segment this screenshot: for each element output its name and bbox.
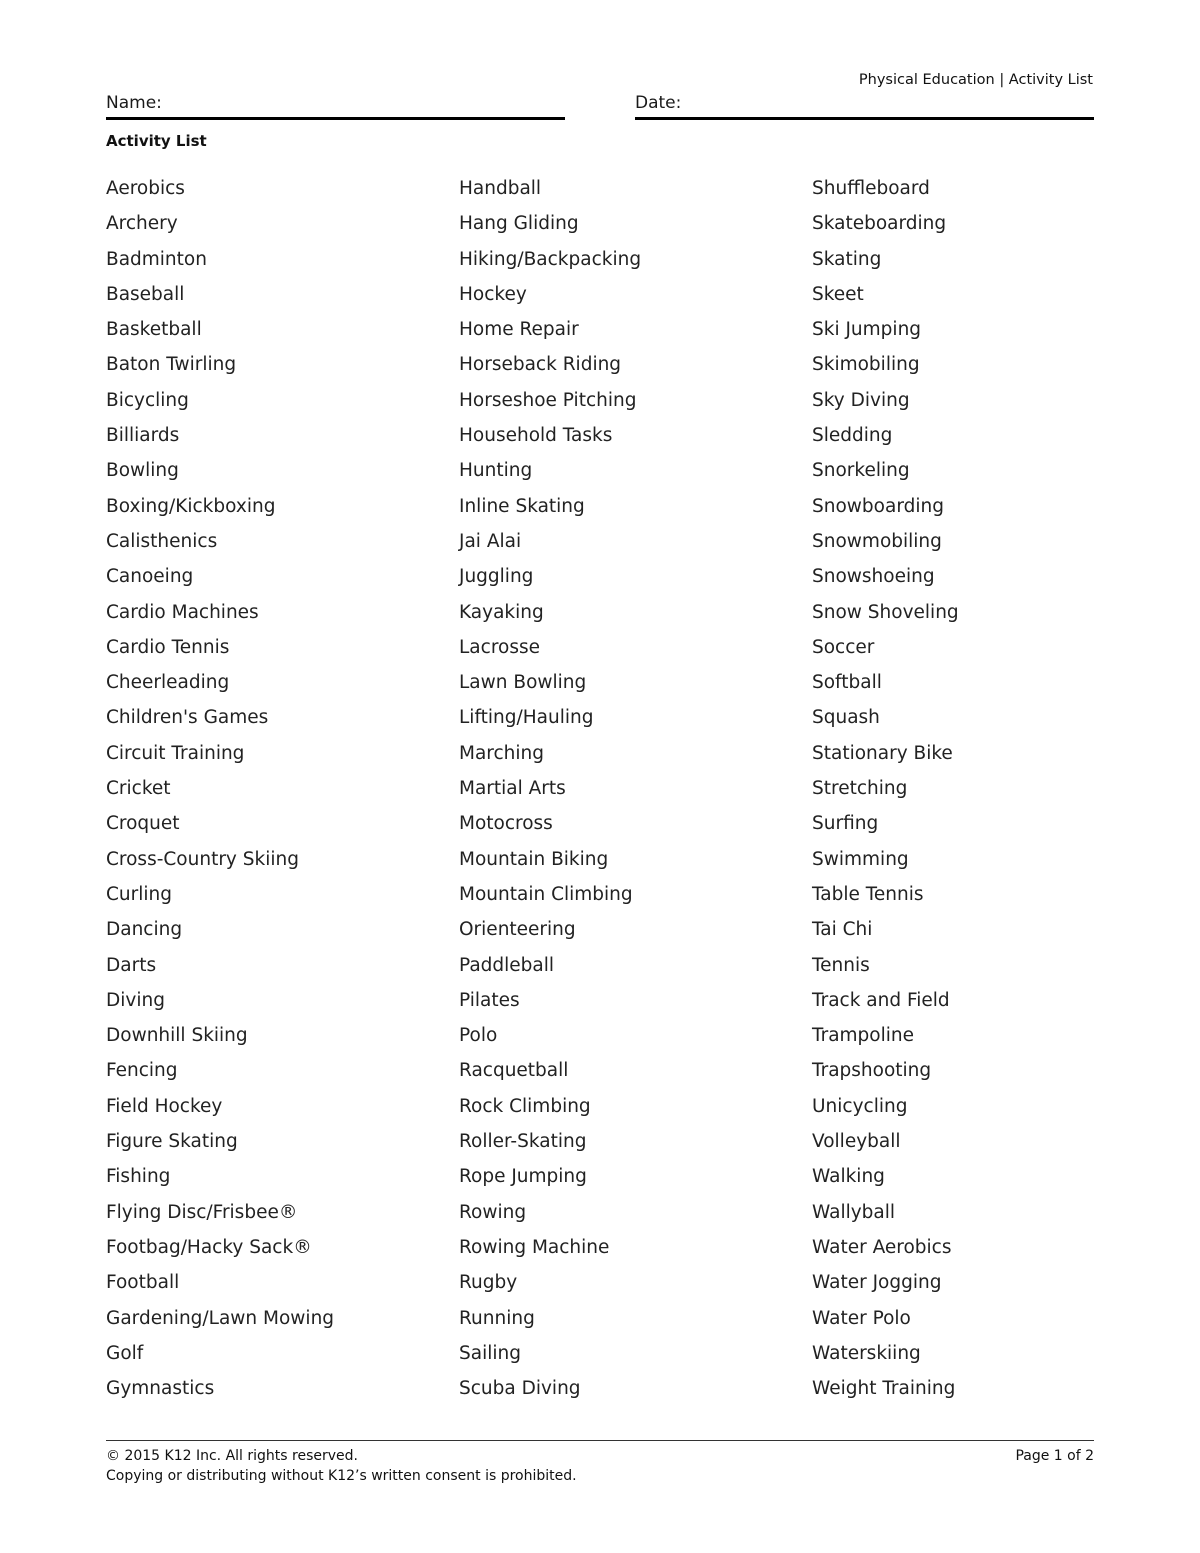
activity-item: Scuba Diving: [459, 1378, 581, 1400]
activity-item: Flying Disc/Frisbee®: [106, 1201, 298, 1223]
activity-item: Snowshoeing: [812, 566, 935, 588]
activity-item: Children's Games: [106, 707, 269, 729]
activity-item: Boxing/Kickboxing: [106, 495, 276, 517]
activity-item: Squash: [812, 707, 880, 729]
section-title: Activity List: [106, 132, 207, 150]
activity-item: Racquetball: [459, 1060, 569, 1082]
document-title: Physical Education | Activity List: [858, 72, 1093, 88]
activity-item: Cricket: [106, 778, 171, 800]
activity-item: Home Repair: [459, 319, 579, 341]
activity-item: Paddleball: [459, 954, 555, 976]
activity-item: Skateboarding: [812, 213, 947, 235]
activity-item: Basketball: [106, 319, 202, 341]
activity-item: Archery: [106, 213, 178, 235]
activity-item: Billiards: [106, 425, 180, 447]
activity-item: Fishing: [106, 1166, 171, 1188]
activity-item: Lifting/Hauling: [459, 707, 594, 729]
activity-item: Football: [106, 1272, 180, 1294]
activity-item: Water Aerobics: [812, 1236, 952, 1258]
footer-legal: [106, 1446, 577, 1486]
activity-item: Tennis: [812, 954, 870, 976]
footer-divider: [106, 1440, 1094, 1441]
activity-item: Fencing: [106, 1060, 178, 1082]
activity-item: Sky Diving: [812, 389, 910, 411]
activity-item: Unicycling: [812, 1095, 908, 1117]
activity-item: Mountain Biking: [459, 848, 609, 870]
activity-item: Darts: [106, 954, 157, 976]
activity-item: Marching: [459, 742, 545, 764]
activity-item: Running: [459, 1307, 535, 1329]
student-info-fields: [106, 92, 1094, 120]
activity-item: Skating: [812, 248, 882, 270]
activity-item: Soccer: [812, 636, 875, 658]
activity-item: Curling: [106, 883, 172, 905]
activity-item: Jai Alai: [459, 530, 522, 552]
activity-item: Hockey: [459, 283, 527, 305]
activity-item: Sledding: [812, 425, 893, 447]
activity-item: Mountain Climbing: [459, 883, 633, 905]
page-number: Page 1 of 2: [1015, 1448, 1094, 1464]
name-field[interactable]: [106, 92, 565, 120]
activity-item: Horseback Riding: [459, 354, 622, 376]
activity-item: Cardio Tennis: [106, 636, 230, 658]
activity-item: Ski Jumping: [812, 319, 922, 341]
activity-item: Downhill Skiing: [106, 1025, 248, 1047]
activity-item: Rope Jumping: [459, 1166, 587, 1188]
activity-item: Gardening/Lawn Mowing: [106, 1307, 335, 1329]
activity-item: Trapshooting: [812, 1060, 932, 1082]
activity-item: Rugby: [459, 1272, 518, 1294]
activity-item: Hiking/Backpacking: [459, 248, 642, 270]
activity-item: Gymnastics: [106, 1378, 215, 1400]
activity-item: Rowing: [459, 1201, 527, 1223]
activity-item: Field Hockey: [106, 1095, 223, 1117]
activity-item: Aerobics: [106, 178, 185, 199]
activity-item: Calisthenics: [106, 530, 218, 552]
date-label: Date:: [635, 93, 682, 113]
name-label: Name:: [106, 93, 162, 113]
activity-item: Dancing: [106, 919, 183, 941]
activity-item: Snow Shoveling: [812, 601, 959, 623]
activity-item: Diving: [106, 989, 165, 1011]
activity-item: Water Jogging: [812, 1272, 942, 1294]
activity-item: Footbag/Hacky Sack®: [106, 1236, 312, 1258]
activity-item: Hang Gliding: [459, 213, 579, 235]
activity-item: Skeet: [812, 283, 864, 305]
activity-item: Orienteering: [459, 919, 576, 941]
activity-column-1: [106, 178, 334, 1413]
activity-item: Roller-Skating: [459, 1131, 587, 1153]
activity-item: Lawn Bowling: [459, 672, 587, 694]
activity-item: Canoeing: [106, 566, 194, 588]
activity-item: Cheerleading: [106, 672, 230, 694]
activity-item: Skimobiling: [812, 354, 920, 376]
activity-item: Trampoline: [812, 1025, 914, 1047]
activity-item: Baseball: [106, 283, 185, 305]
activity-item: Lacrosse: [459, 636, 540, 658]
activity-item: Figure Skating: [106, 1131, 238, 1153]
activity-item: Juggling: [459, 566, 534, 588]
activity-item: Walking: [812, 1166, 885, 1188]
activity-item: Kayaking: [459, 601, 544, 623]
activity-item: Sailing: [459, 1342, 521, 1364]
activity-item: Badminton: [106, 248, 207, 270]
activity-item: Shuffleboard: [812, 178, 930, 199]
activity-item: Tai Chi: [812, 919, 873, 941]
activity-item: Inline Skating: [459, 495, 585, 517]
activity-item: Track and Field: [812, 989, 950, 1011]
activity-item: Rowing Machine: [459, 1236, 610, 1258]
activity-item: Snowboarding: [812, 495, 944, 517]
activity-item: Motocross: [459, 813, 553, 835]
activity-item: Water Polo: [812, 1307, 911, 1329]
activity-item: Stationary Bike: [812, 742, 953, 764]
activity-item: Waterskiing: [812, 1342, 921, 1364]
activity-item: Softball: [812, 672, 882, 694]
activity-item: Handball: [459, 178, 542, 199]
activity-item: Surfing: [812, 813, 879, 835]
copying-notice: Copying or distributing without K12’s written consent is prohibited.: [106, 1468, 577, 1484]
activity-item: Cardio Machines: [106, 601, 259, 623]
activity-item: Golf: [106, 1342, 144, 1364]
activity-item: Hunting: [459, 460, 533, 482]
activity-item: Baton Twirling: [106, 354, 237, 376]
activity-column-2: [459, 178, 641, 1413]
activity-item: Stretching: [812, 778, 908, 800]
activity-item: Horseshoe Pitching: [459, 389, 637, 411]
activity-item: Weight Training: [812, 1378, 956, 1400]
activity-item: Snorkeling: [812, 460, 910, 482]
activity-item: Wallyball: [812, 1201, 896, 1223]
activity-item: Bicycling: [106, 389, 189, 411]
activity-item: Cross-Country Skiing: [106, 848, 299, 870]
activity-item: Martial Arts: [459, 778, 566, 800]
activity-item: Croquet: [106, 813, 180, 835]
activity-item: Circuit Training: [106, 742, 245, 764]
activity-item: Polo: [459, 1025, 498, 1047]
activity-item: Pilates: [459, 989, 520, 1011]
activity-item: Household Tasks: [459, 425, 613, 447]
activity-column-3: [812, 178, 959, 1413]
activity-item: Bowling: [106, 460, 179, 482]
activity-item: Volleyball: [812, 1131, 901, 1153]
activity-item: Rock Climbing: [459, 1095, 591, 1117]
activity-item: Table Tennis: [812, 883, 924, 905]
date-field[interactable]: [635, 92, 1094, 120]
activity-item: Snowmobiling: [812, 530, 942, 552]
copyright-text: © 2015 K12 Inc. All rights reserved.: [106, 1448, 358, 1464]
activity-item: Swimming: [812, 848, 909, 870]
